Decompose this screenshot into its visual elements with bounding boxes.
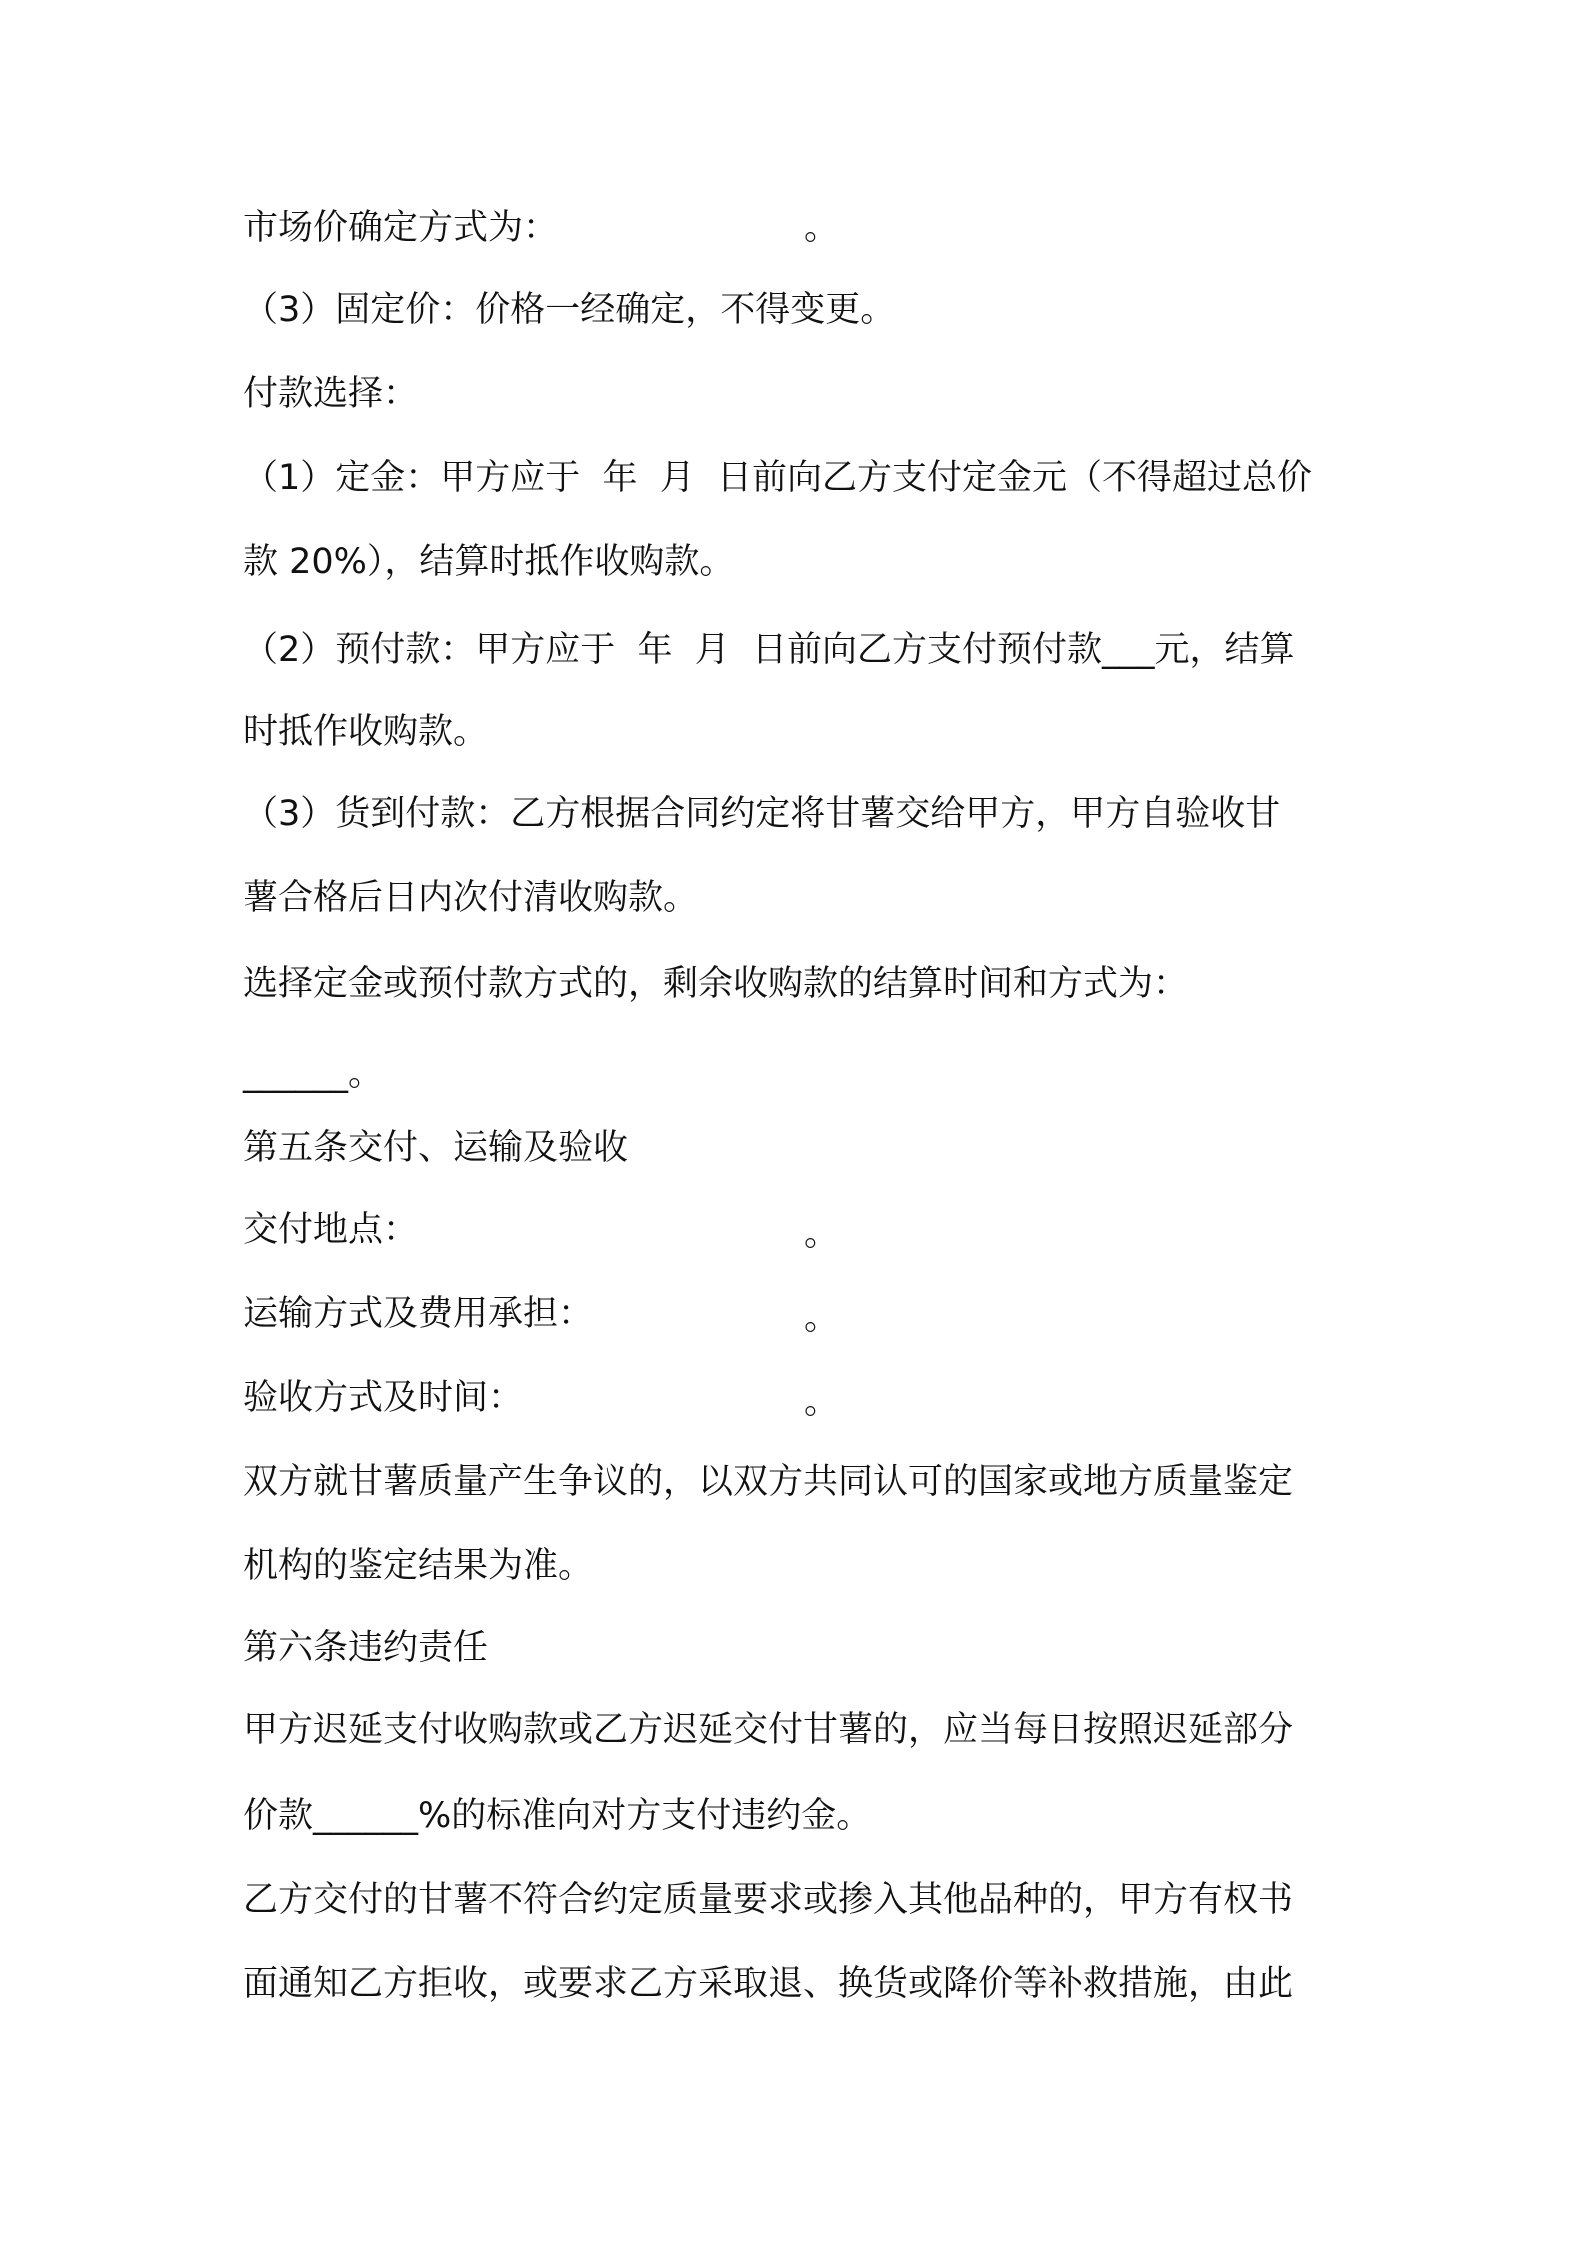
text-line: （3）固定价：价格一经确定，不得变更。 bbox=[243, 290, 896, 330]
blank-end-mark: 。 bbox=[804, 1214, 840, 1254]
text-line: 付款选择： bbox=[243, 374, 419, 414]
text-line: 市场价确定方式为： bbox=[243, 208, 559, 248]
section-heading: 第六条违约责任 bbox=[243, 1628, 489, 1668]
text-line: 运输方式及费用承担： bbox=[243, 1294, 594, 1334]
text-line: 款 20%），结算时抵作收购款。 bbox=[243, 542, 735, 582]
text-line: （2）预付款：甲方应于 年 月 日前向乙方支付预付款___元，结算 bbox=[243, 630, 1295, 670]
text-line: 验收方式及时间： bbox=[243, 1378, 524, 1418]
blank-end-mark: 。 bbox=[804, 1382, 840, 1422]
text-line: 甲方迟延支付收购款或乙方迟延交付甘薯的，应当每日按照迟延部分 bbox=[243, 1710, 1294, 1750]
text-line: 薯合格后日内次付清收购款。 bbox=[243, 878, 699, 918]
text-line: 时抵作收购款。 bbox=[243, 712, 489, 752]
text-line: （1）定金：甲方应于 年 月 日前向乙方支付定金元（不得超过总价 bbox=[243, 458, 1313, 498]
text-line: 双方就甘薯质量产生争议的，以双方共同认可的国家或地方质量鉴定 bbox=[243, 1462, 1294, 1502]
text-line: 选择定金或预付款方式的，剩余收购款的结算时间和方式为： bbox=[243, 964, 1189, 1004]
text-line: 面通知乙方拒收，或要求乙方采取退、换货或降价等补救措施，由此 bbox=[243, 1964, 1294, 2004]
text-line: 乙方交付的甘薯不符合约定质量要求或掺入其他品种的，甲方有权书 bbox=[243, 1880, 1294, 1920]
text-line: 交付地点： bbox=[243, 1210, 419, 1250]
blank-end-mark: 。 bbox=[804, 1298, 840, 1338]
text-line: 机构的鉴定结果为准。 bbox=[243, 1546, 594, 1586]
section-heading: 第五条交付、运输及验收 bbox=[243, 1128, 629, 1168]
blank-end-mark: 。 bbox=[804, 208, 840, 248]
text-line: ______。 bbox=[243, 1054, 384, 1094]
text-line: 价款______%的标准向对方支付违约金。 bbox=[243, 1796, 872, 1836]
text-line: （3）货到付款：乙方根据合同约定将甘薯交给甲方，甲方自验收甘 bbox=[243, 794, 1281, 834]
